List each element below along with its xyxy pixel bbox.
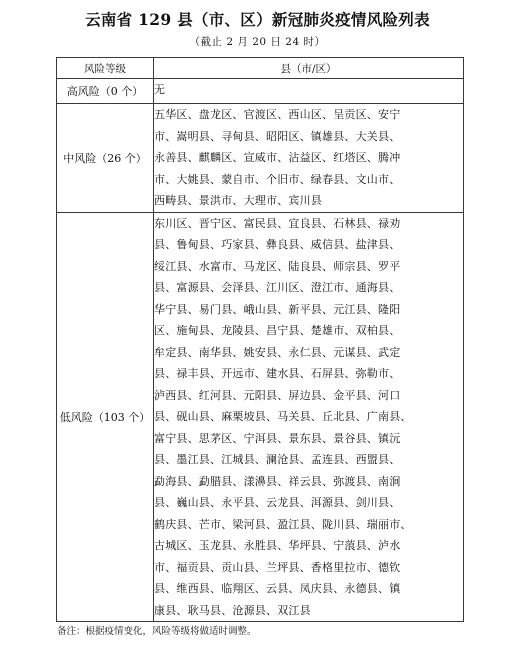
list-medium xyxy=(154,104,464,213)
table-row-low xyxy=(57,212,464,622)
county-list-line: 华宁县、易门县、峨山县、新平县、元江县、隆阳 xyxy=(154,302,401,316)
county-list-line: 县、鲁甸县、巧家县、彝良县、威信县、盐津县、 xyxy=(154,238,401,251)
county-list-line: 市、嵩明县、寻甸县、昭阳区、镇雄县、大关县、 xyxy=(154,129,401,143)
county-list-line: 西畴县、景洪市、大理市、宾川县 xyxy=(154,194,322,207)
page-title: 云南省 129 县（市、区）新冠肺炎疫情风险列表 xyxy=(85,10,430,29)
footnote: 备注：根据疫情变化，风险等级将做适时调整。 xyxy=(57,626,257,637)
county-list-line: 牟定县、南华县、姚安县、永仁县、元谋县、武定 xyxy=(154,345,401,359)
list-low xyxy=(154,212,464,622)
table-row-medium xyxy=(57,104,464,213)
county-list-line: 市、大姚县、蒙自市、个旧市、绿春县、文山市、 xyxy=(154,172,401,186)
county-list-line: 无 xyxy=(154,83,166,96)
level-low: 低风险（103 个） xyxy=(57,212,154,622)
level-high: 高风险（0 个） xyxy=(57,79,154,104)
county-list-line: 县、墨江县、江城县、澜沧县、孟连县、西盟县、 xyxy=(154,453,401,466)
county-list-line: 绥江县、水富市、马龙区、陆良县、师宗县、罗平 xyxy=(154,259,401,273)
risk-table xyxy=(56,57,464,622)
table-row-high xyxy=(57,79,464,104)
header-risk-level: 风险等级 xyxy=(57,58,154,79)
county-list-line: 古城区、玉龙县、永胜县、华坪县、宁蒗县、泸水 xyxy=(154,539,401,552)
county-list-line: 康县、耿马县、沧源县、双江县 xyxy=(154,603,311,617)
county-list-line: 市、福贡县、贡山县、兰坪县、香格里拉市、德钦 xyxy=(154,560,401,574)
level-medium: 中风险（26 个） xyxy=(57,104,154,213)
county-list-line: 富宁县、思茅区、宁洱县、景东县、景谷县、镇沅 xyxy=(154,431,401,445)
county-list-line: 鹤庆县、芒市、梁河县、盈江县、陇川县、瑞丽市、 xyxy=(154,517,412,531)
county-list-line: 勐海县、勐腊县、漾濞县、祥云县、弥渡县、南涧 xyxy=(154,474,401,488)
county-list-line: 东川区、晋宁区、富民县、宜良县、石林县、禄劝 xyxy=(154,216,401,230)
list-high xyxy=(154,79,464,104)
county-list-line: 县、巍山县、永平县、云龙县、洱源县、剑川县、 xyxy=(154,496,401,509)
county-list-line: 县、富源县、会泽县、江川区、澄江市、通海县、 xyxy=(154,281,401,294)
county-list-line: 五华区、盘龙区、官渡区、西山区、呈贡区、安宁 xyxy=(154,108,401,121)
county-list-line: 县、禄丰县、开远市、建水县、石屏县、弥勒市、 xyxy=(154,367,401,380)
county-list-line: 县、砚山县、麻栗坡县、马关县、丘北县、广南县、 xyxy=(154,410,412,423)
header-county-list: 县（市/区） xyxy=(154,58,464,79)
county-list-line: 区、施甸县、龙陵县、昌宁县、楚雄市、双柏县、 xyxy=(154,324,401,337)
county-list-line: 泸西县、红河县、元阳县、屏边县、金平县、河口 xyxy=(154,388,401,402)
county-list-line: 县、维西县、临翔区、云县、凤庆县、永德县、镇 xyxy=(154,582,401,595)
county-list-line: 永善县、麒麟区、宣威市、沾益区、红塔区、腾冲 xyxy=(154,151,401,164)
table-header-row xyxy=(57,58,464,79)
page-subtitle: （截止 2 月 20 日 24 时） xyxy=(189,36,326,48)
